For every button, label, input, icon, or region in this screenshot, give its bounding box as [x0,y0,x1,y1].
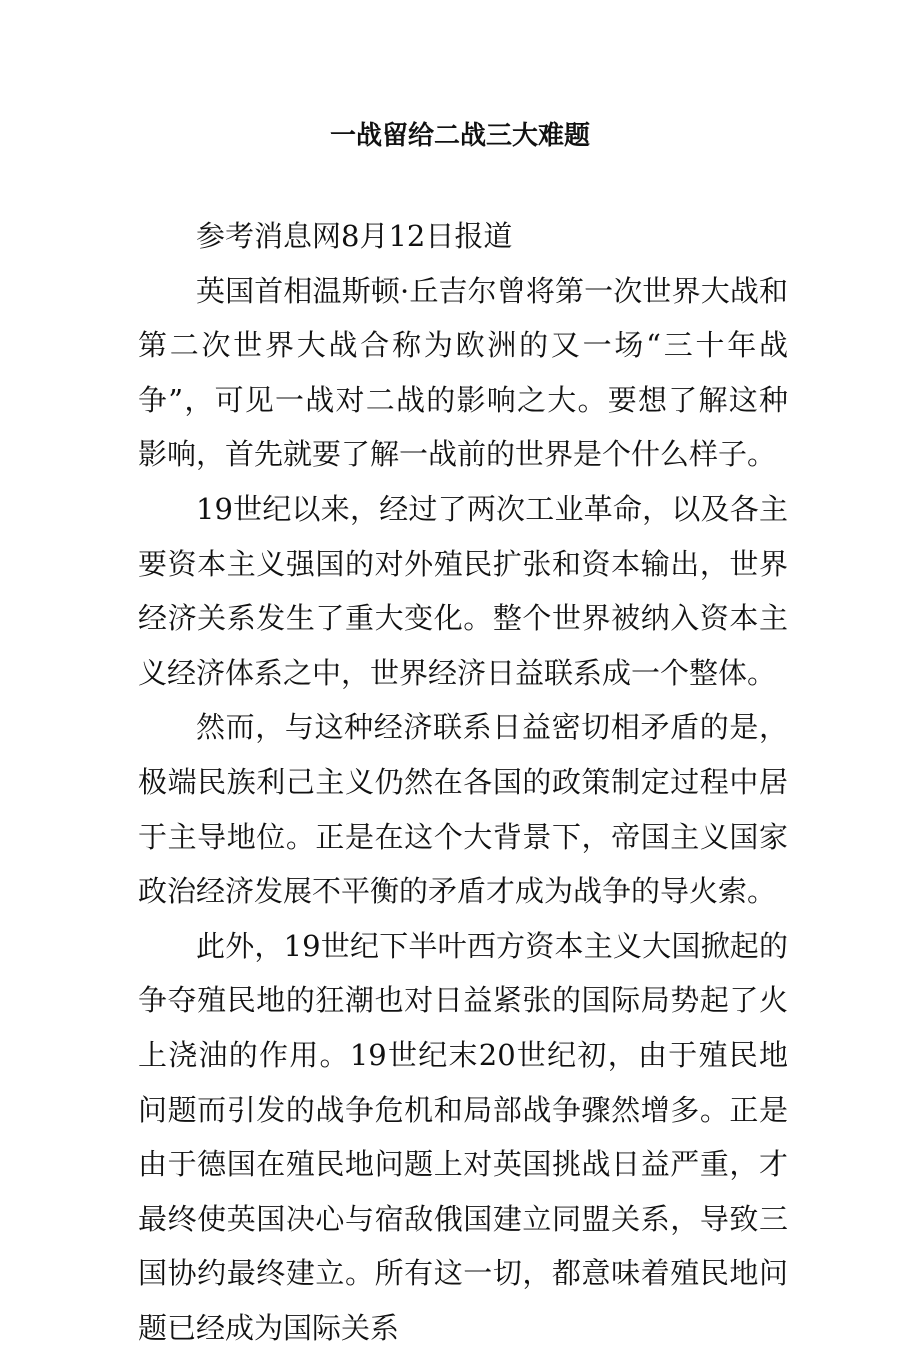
body-paragraph-3: 然而，与这种经济联系日益密切相矛盾的是，极端民族利己主义仍然在各国的政策制定过程中居于主导地位。正是在这个大背景下，帝国主义国家政治经济发展不平衡的矛盾才成为战争的导火索。 [138,710,788,909]
body-paragraph-4: 此外，19世纪下半叶西方资本主义大国掀起的争夺殖民地的狂潮也对日益紧张的国际局势起了火上浇油的作用。19世纪末20世纪初，由于殖民地问题而引发的战争危机和局部战争骤然增多。正是由于德国在殖民地问题上对英国挑战日益严重，才最终使英国决心与宿敌俄国建立同盟关系，导致三国协约最终建立。所有这一切，都意味着殖民地问题已经成为国际关系 [138,928,788,1345]
body-paragraph-1: 英国首相温斯顿·丘吉尔曾将第一次世界大战和第二次世界大战合称为欧洲的又一场“三十年战争”，可见一战对二战的影响之大。要想了解这种影响，首先就要了解一战前的世界是个什么样子。 [138,273,788,472]
document-title: 一战留给二战三大难题 [329,121,590,151]
dateline-paragraph: 参考消息网8月12日报道 [196,219,513,253]
document-body [138,209,788,1355]
body-paragraph-2: 19世纪以来，经过了两次工业革命，以及各主要资本主义强国的对外殖民扩张和资本输出，世界经济关系发生了重大变化。整个世界被纳入资本主义经济体系之中，世界经济日益联系成一个整体。 [138,491,788,690]
